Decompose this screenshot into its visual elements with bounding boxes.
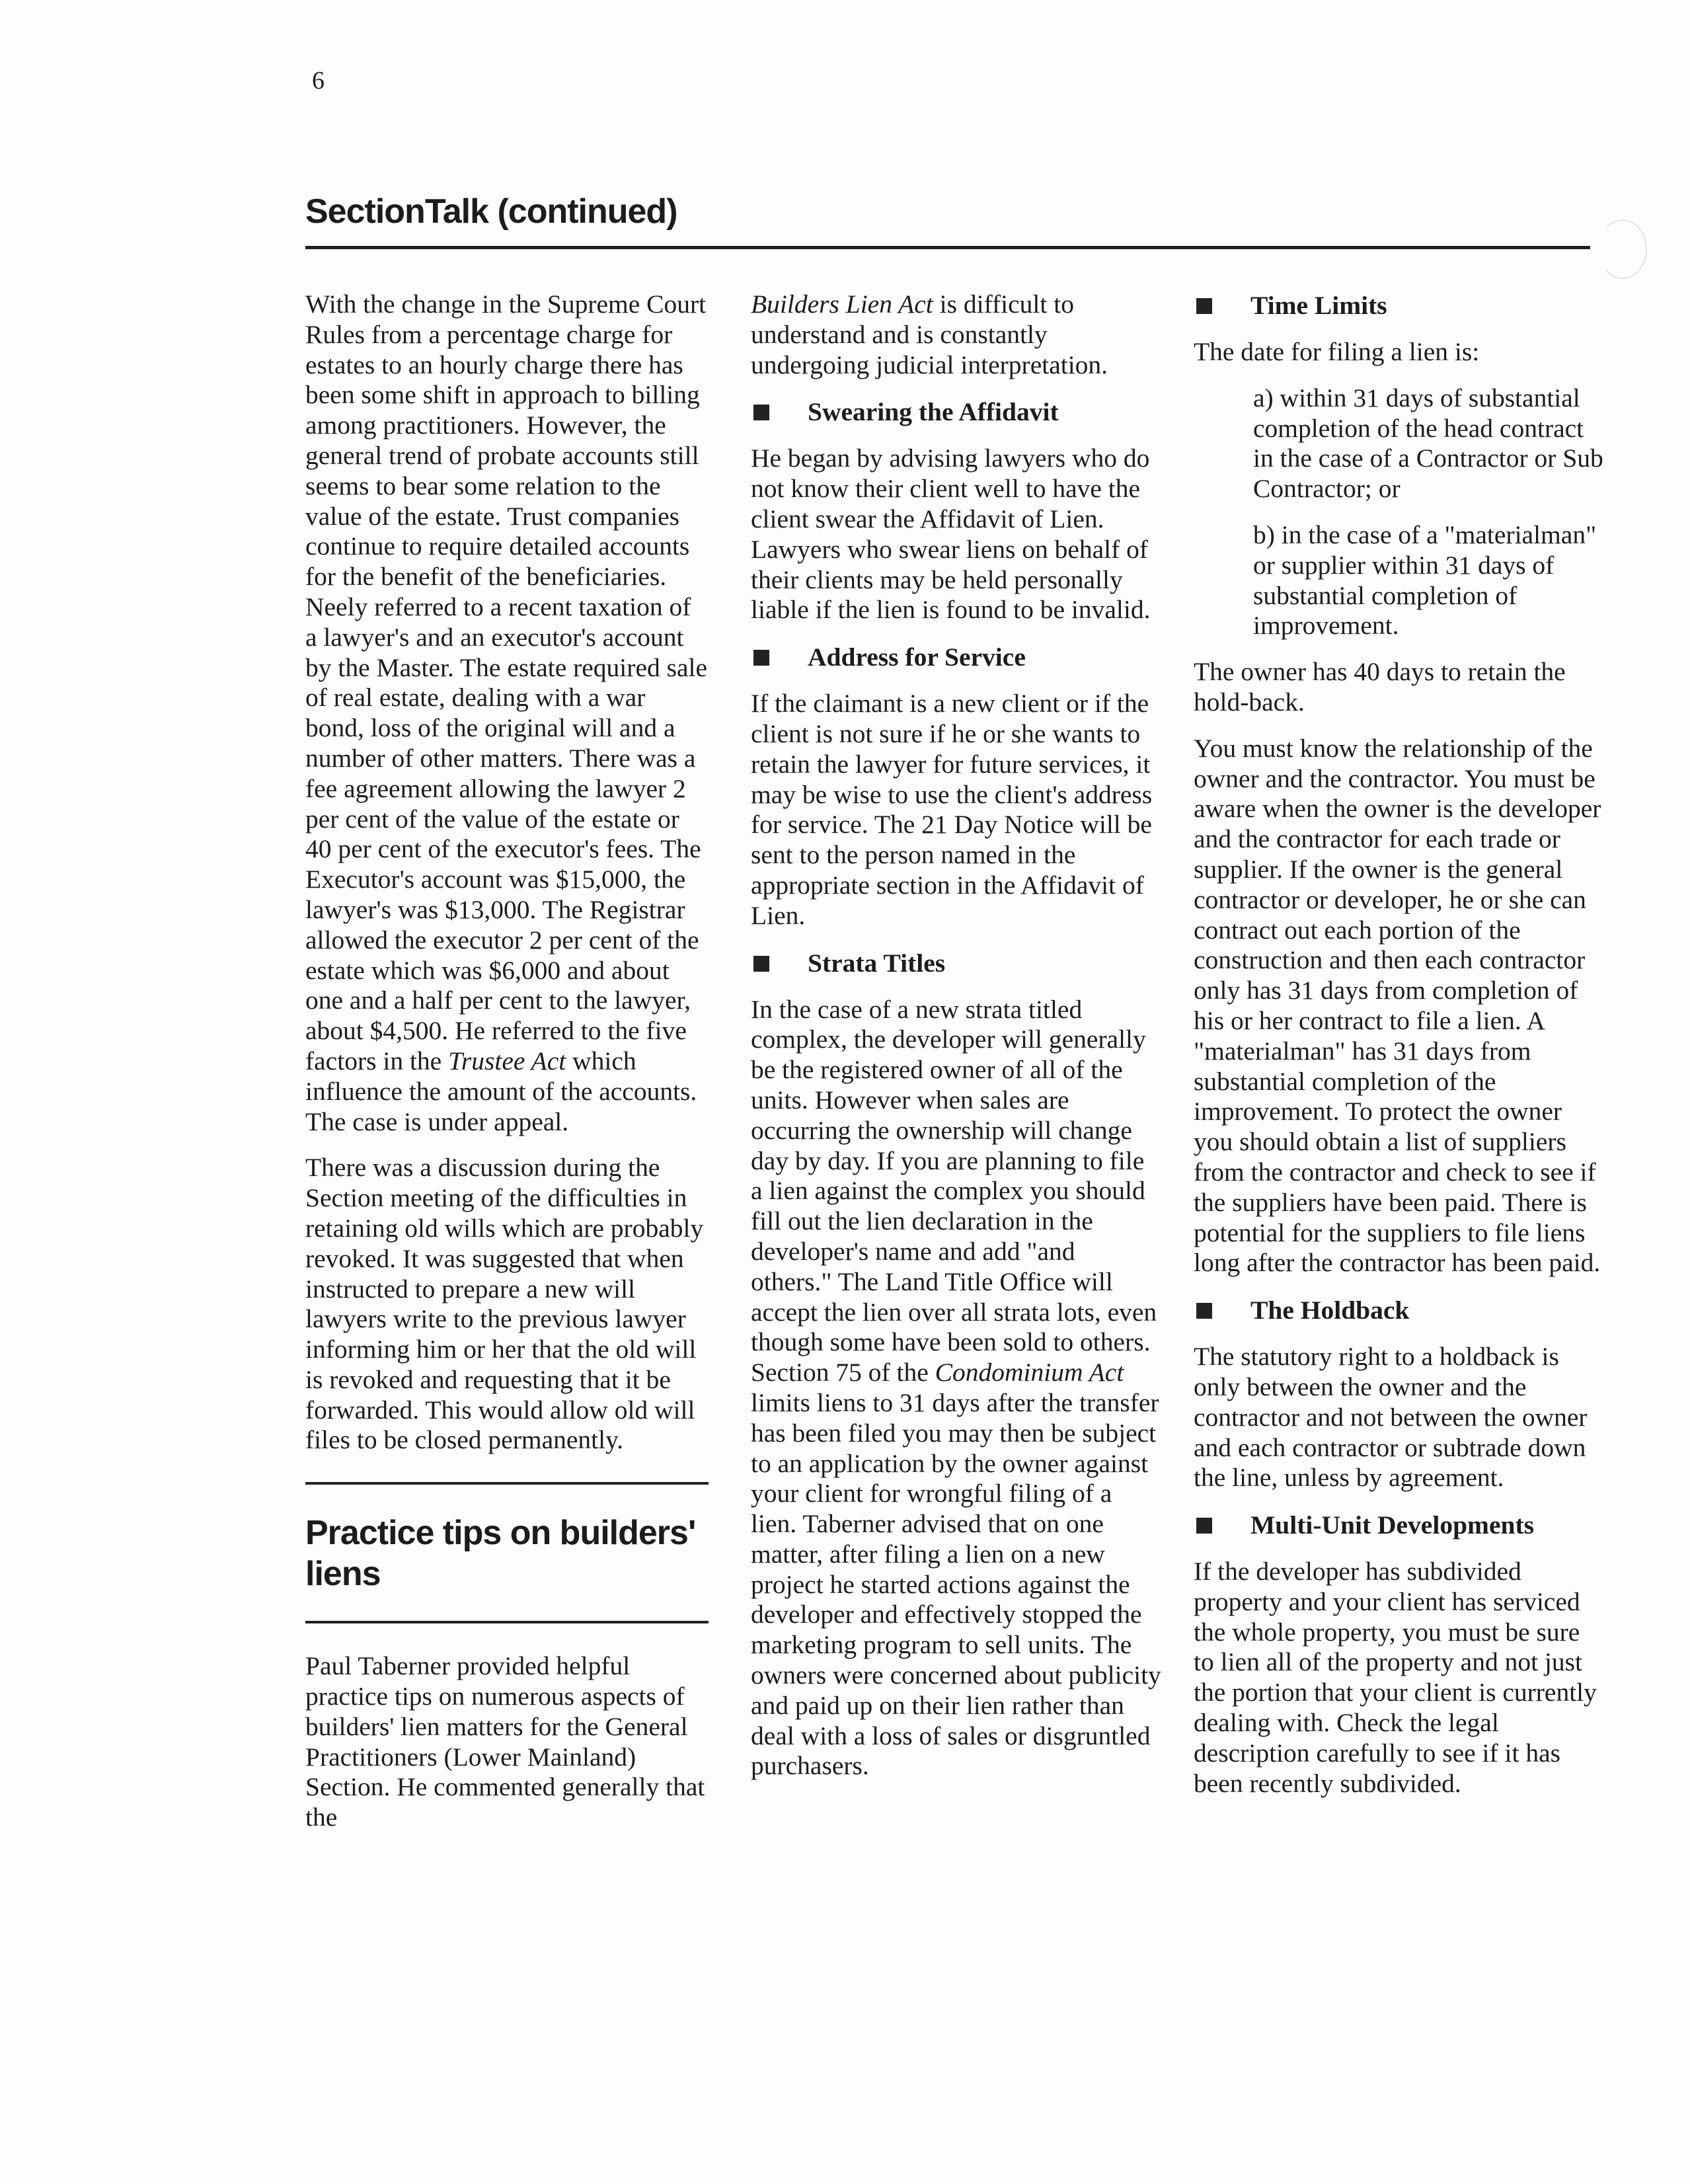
column-3 [1194, 290, 1603, 1799]
subheading-swearing-affidavit: Swearing the Affidavit [751, 396, 1162, 429]
article-title: Practice tips on builders' liens [305, 1514, 696, 1594]
paragraph: Builders Lien Act is difficult to understand and is constantly undergoing judicial interpretation. [751, 290, 1108, 379]
paragraph: The owner has 40 days to retain the hold-back. [1194, 657, 1566, 717]
subheading-strata-titles: Strata Titles [751, 947, 1162, 980]
divider [305, 1482, 709, 1485]
top-divider [305, 246, 1590, 249]
paragraph: The statutory right to a holdback is only between the owner and the contractor and not between the owner and each contractor or subtrade down the line, unless by agreement. [1194, 1342, 1588, 1493]
page-blemish [1598, 219, 1647, 279]
divider [305, 1621, 709, 1623]
section-title: SectionTalk (continued) [305, 192, 677, 231]
subheading-multi-unit: Multi-Unit Developments [1194, 1509, 1603, 1542]
paragraph: Paul Taberner provided helpful practice tips on numerous aspects of builders' lien matters for the General Practitioners (Lower Mainland) Section. He commented generally that the [305, 1651, 705, 1832]
bullet-square-icon [753, 650, 769, 666]
page-number: 6 [312, 67, 325, 95]
bullet-square-icon [1196, 1518, 1212, 1534]
paragraph: The date for filing a lien is: [1194, 337, 1480, 366]
column-1 [305, 290, 709, 1833]
column-2 [751, 290, 1162, 1781]
paragraph: In the case of a new strata titled complex, the developer will generally be the registered owner of all of the units. However when sales are occurring the ownership will change day by day. If you are planning to file a lien against the complex you should fill out the lien declaration in the developer's name and add "and others." The Land Title Office will accept the lien over all strata lots, even though some have been sold to others. Section 75 of the Condominium Act limits liens to 31 days after the transfer has been filed you may then be subject to an application by the owner against your client for wrongful filing of a lien. Taberner advised that on one matter, after filing a lien on a new project he started actions against the developer and effectively stopped the marketing program to sell units. The owners were concerned about publicity and paid up on their lien rather than deal with a loss of sales or disgruntled purchasers. [751, 994, 1161, 1781]
bullet-square-icon [753, 405, 769, 420]
paragraph: You must know the relationship of the owner and the contractor. You must be aware when the owner is the developer and the contractor for each trade or supplier. If the owner is the general contractor or developer, he or she can contract out each portion of the construction and then each contractor only has 31 days from completion of his or her contract to file a lien. A "materialman" has 31 days from substantial completion of the improvement. To protect the owner you should obtain a list of suppliers from the contractor and check to see if the suppliers have been paid. There is potential for the suppliers to file liens long after the contractor has been paid. [1194, 733, 1601, 1278]
bullet-square-icon [753, 956, 769, 972]
paragraph: If the developer has subdivided property and your client has serviced the whole property, you must be sure to lien all of the property and not just the portion that your client is currently dealing with. Check the legal description carefully to see if it has been recently subdivided. [1194, 1557, 1597, 1798]
bullet-square-icon [1196, 1303, 1212, 1319]
bullet-square-icon [1196, 298, 1212, 314]
list-item: a) within 31 days of substantial completion of the head contract in the case of a Contractor or Sub Contractor; or [1253, 383, 1603, 504]
subheading-time-limits: Time Limits [1194, 290, 1603, 323]
paragraph: There was a discussion during the Section meeting of the difficulties in retaining old wills which are probably revoked. It was suggested that when instructed to prepare a new will lawyers write to the previous lawyer informing him or her that the old will is revoked and requesting that it be forwarded. This would allow old will files to be closed permanently. [305, 1153, 704, 1455]
paragraph: He began by advising lawyers who do not know their client well to have the client swear the Affidavit of Lien. Lawyers who swear liens on behalf of their clients may be held personally liable if the lien is found to be invalid. [751, 444, 1151, 625]
list-item: b) in the case of a "materialman" or supplier within 31 days of substantial completion of improvement. [1253, 520, 1597, 641]
paragraph: With the change in the Supreme Court Rules from a percentage charge for estates to an hourly charge there has been some shift in approach to billing among practitioners. However, the general trend of probate accounts still seems to bear some relation to the value of the estate. Trust companies continue to require detailed accounts for the benefit of the beneficiaries. Neely referred to a recent taxation of a lawyer's and an executor's account by the Master. The estate required sale of real estate, dealing with a war bond, loss of the original will and a number of other matters. There was a fee agreement allowing the lawyer 2 per cent of the value of the estate or 40 per cent of the executor's fees. The Executor's account was $15,000, the lawyer's was $13,000. The Registrar allowed the executor 2 per cent of the estate which was $6,000 and about one and a half per cent to the lawyer, about $4,500. He referred to the five factors in the Trustee Act which influence the amount of the accounts. The case is under appeal. [305, 290, 708, 1136]
subheading-address-for-service: Address for Service [751, 641, 1162, 674]
paragraph: If the claimant is a new client or if the client is not sure if he or she wants to retain the lawyer for future services, it may be wise to use the client's address for service. The 21 Day Notice will be sent to the person named in the appropriate section in the Affidavit of Lien. [751, 689, 1153, 930]
subheading-holdback: The Holdback [1194, 1294, 1603, 1327]
